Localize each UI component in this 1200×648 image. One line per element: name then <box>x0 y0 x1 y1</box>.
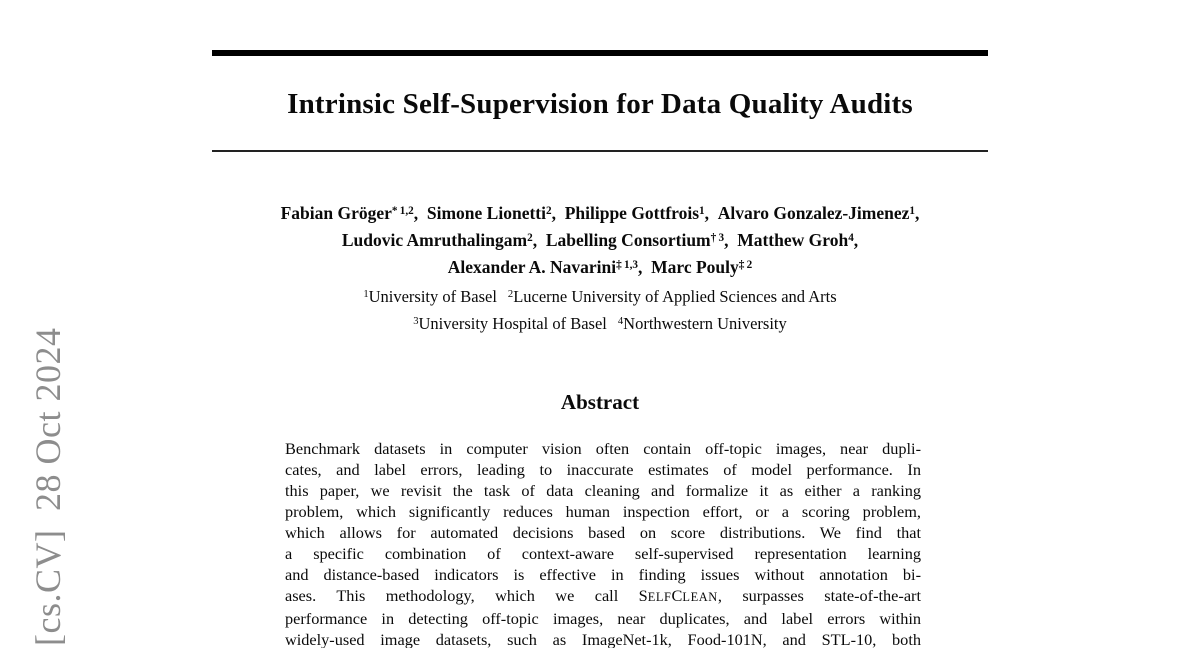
affiliation-block <box>212 283 988 337</box>
author-separator: , <box>915 203 920 223</box>
abstract-text: a specific combination of context-aware self-supervised representation learning <box>285 544 921 563</box>
author-line <box>212 200 988 227</box>
author-superscript: ‡ 2 <box>738 258 753 271</box>
author-superscript: 1 <box>699 204 705 217</box>
author-separator: , <box>704 203 718 223</box>
affiliation-name: Northwestern University <box>623 314 787 333</box>
author-superscript: 1 <box>909 204 915 217</box>
author-separator: , <box>853 230 859 250</box>
abstract-text: widely-used image datasets, such as ImageNet-1k, Food-101N, and STL-10, both <box>285 630 921 648</box>
affiliation-entry <box>508 287 837 306</box>
author-superscript: ‡ 1,3 <box>616 258 638 271</box>
abstract-line <box>285 629 921 648</box>
affiliation-superscript: 1 <box>363 288 369 300</box>
abstract-text: Benchmark datasets in computer vision often contain off-topic images, near dupli- <box>285 439 921 458</box>
abstract-line <box>285 480 921 501</box>
abstract-text: , surpasses state-of-the-art <box>717 586 921 605</box>
author-name: Ludovic Amruthalingam <box>341 230 528 250</box>
title-rule-bottom <box>212 150 988 152</box>
affiliation-entry <box>413 314 607 333</box>
author-separator: , <box>532 230 546 250</box>
author-superscript: 2 <box>527 231 533 244</box>
author-name: Labelling Consortium <box>545 230 711 250</box>
affiliation-name: University Hospital of Basel <box>418 314 607 333</box>
author-name: Alvaro Gonzalez-Jimenez <box>717 203 910 223</box>
arxiv-banner: [cs.CV] 28 Oct 2024 <box>28 327 68 646</box>
paper-title: Intrinsic Self-Supervision for Data Quality Audits <box>287 88 913 120</box>
abstract-heading: Abstract <box>560 390 640 414</box>
author-separator: , <box>724 230 738 250</box>
affiliation-name: University of Basel <box>368 287 497 306</box>
title-rule-top <box>212 50 988 56</box>
author-name: Fabian Gröger <box>280 203 392 223</box>
abstract-text: which allows for automated decisions based on score distributions. We find that <box>285 523 921 542</box>
author-superscript: 2 <box>545 204 552 217</box>
author-line <box>212 254 988 281</box>
abstract-line <box>285 564 921 585</box>
abstract-line <box>285 585 921 608</box>
abstract-text: problem, which significantly reduces human inspection effort, or a scoring problem, <box>285 502 921 521</box>
abstract-body <box>285 438 921 648</box>
abstract-text: and distance-based indicators is effective in finding issues without annotation bi- <box>285 565 921 584</box>
author-block <box>212 200 988 281</box>
abstract-text: cates, and label errors, leading to inaccurate estimates of model performance. In <box>285 460 921 479</box>
abstract-text: S <box>638 586 648 605</box>
abstract-line <box>285 543 921 564</box>
author-name: Simone Lionetti <box>426 203 546 223</box>
author-name: Marc Pouly <box>651 257 739 277</box>
author-superscript: 4 <box>848 231 854 244</box>
author-name: Matthew Groh <box>737 230 849 250</box>
author-separator: , <box>413 203 427 223</box>
abstract-text: performance in detecting off-topic images, near duplicates, and label errors within <box>285 609 921 628</box>
affiliation-line <box>212 283 988 310</box>
author-separator: , <box>637 257 652 277</box>
smallcaps-text: LEAN <box>682 590 718 604</box>
affiliation-superscript: 3 <box>413 315 419 327</box>
author-line <box>212 227 988 254</box>
paper-content <box>212 0 988 648</box>
abstract-line <box>285 522 921 543</box>
abstract-line <box>285 459 921 480</box>
author-separator: , <box>551 203 565 223</box>
abstract-text: this paper, we revisit the task of data cleaning and formalize it as either a ranking <box>285 481 921 500</box>
abstract-line <box>285 608 921 629</box>
author-name: Philippe Gottfrois <box>564 203 700 223</box>
affiliation-entry <box>618 314 787 333</box>
abstract-text: C <box>671 586 683 605</box>
abstract-line <box>285 438 921 459</box>
author-name: Alexander A. Navarini <box>447 257 617 277</box>
affiliation-entry <box>363 287 497 306</box>
affiliation-line <box>212 310 988 337</box>
smallcaps-text: ELF <box>647 590 672 604</box>
affiliation-superscript: 2 <box>507 288 514 300</box>
author-superscript: * 1,2 <box>391 204 414 217</box>
affiliation-superscript: 4 <box>617 315 624 327</box>
author-superscript: † 3 <box>710 231 725 244</box>
affiliation-name: Lucerne University of Applied Sciences and Arts <box>513 287 837 306</box>
abstract-text: ases. This methodology, which we call <box>285 586 639 605</box>
abstract-line <box>285 501 921 522</box>
